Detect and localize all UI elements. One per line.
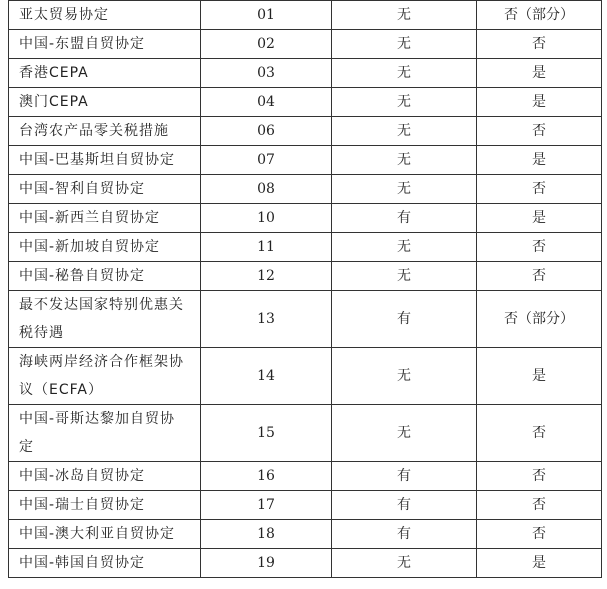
has-value-cell: 无 [332,1,477,30]
full-value-cell: 是 [477,59,602,88]
table-row [9,117,602,146]
agreement-name-cell: 中国-智利自贸协定 [9,175,201,204]
table-body [9,1,602,578]
agreement-name-cell [9,291,201,348]
trade-agreements-table [8,0,602,578]
agreement-code-cell: 03 [201,59,332,88]
agreement-name-cell: 中国-东盟自贸协定 [9,30,201,59]
table-row [9,348,602,405]
full-value-cell: 否 [477,520,602,549]
agreement-code-cell: 04 [201,88,332,117]
agreement-code-cell: 11 [201,233,332,262]
table-row [9,1,602,30]
full-value-cell: 否 [477,462,602,491]
full-value-cell: 否（部分） [477,291,602,348]
table-row [9,262,602,291]
agreement-name-cell: 中国-秘鲁自贸协定 [9,262,201,291]
has-value-cell: 有 [332,491,477,520]
full-value-cell: 否 [477,30,602,59]
table-row [9,549,602,578]
agreement-name-cell: 中国-新加坡自贸协定 [9,233,201,262]
agreement-code-cell: 08 [201,175,332,204]
full-value-cell: 是 [477,88,602,117]
table-row [9,59,602,88]
full-value-cell: 是 [477,549,602,578]
table-row [9,175,602,204]
has-value-cell: 无 [332,88,477,117]
agreement-code-cell: 17 [201,491,332,520]
full-value-cell: 否 [477,117,602,146]
table-row [9,491,602,520]
has-value-cell: 无 [332,262,477,291]
agreement-name-line: 议（ECFA） [19,382,103,398]
full-value-cell: 否 [477,405,602,462]
table-row [9,520,602,549]
full-value-cell: 是 [477,348,602,405]
agreement-code-cell: 10 [201,204,332,233]
agreement-name-cell: 澳门CEPA [9,88,201,117]
table-row [9,462,602,491]
full-value-cell: 否（部分） [477,1,602,30]
has-value-cell: 有 [332,520,477,549]
agreement-name-cell: 中国-冰岛自贸协定 [9,462,201,491]
agreement-code-cell: 19 [201,549,332,578]
agreement-name-line: 海峡两岸经济合作框架协 [19,354,184,370]
agreement-name-cell: 台湾农产品零关税措施 [9,117,201,146]
has-value-cell: 无 [332,348,477,405]
agreement-name-cell: 中国-新西兰自贸协定 [9,204,201,233]
agreement-code-cell: 06 [201,117,332,146]
has-value-cell: 有 [332,204,477,233]
agreement-name-line: 最不发达国家特别优惠关 [19,297,184,313]
has-value-cell: 无 [332,233,477,262]
agreement-name-cell [9,405,201,462]
full-value-cell: 是 [477,204,602,233]
agreement-code-cell: 01 [201,1,332,30]
agreement-code-cell: 15 [201,405,332,462]
agreement-name-cell: 亚太贸易协定 [9,1,201,30]
agreement-code-cell: 14 [201,348,332,405]
full-value-cell: 否 [477,233,602,262]
table-row [9,405,602,462]
agreement-code-cell: 12 [201,262,332,291]
agreement-name-cell [9,348,201,405]
has-value-cell: 无 [332,30,477,59]
has-value-cell: 无 [332,59,477,88]
agreement-name-cell: 中国-韩国自贸协定 [9,549,201,578]
agreement-code-cell: 13 [201,291,332,348]
agreement-name-cell: 中国-瑞士自贸协定 [9,491,201,520]
has-value-cell: 有 [332,462,477,491]
table-row [9,204,602,233]
agreement-name-cell: 香港CEPA [9,59,201,88]
table-row [9,88,602,117]
has-value-cell: 无 [332,117,477,146]
agreement-name-line: 税待遇 [19,325,64,341]
table-row [9,30,602,59]
has-value-cell: 无 [332,175,477,204]
table-row [9,146,602,175]
agreement-code-cell: 02 [201,30,332,59]
has-value-cell: 无 [332,549,477,578]
full-value-cell: 否 [477,262,602,291]
agreement-name-line: 中国-哥斯达黎加自贸协 [19,411,176,427]
table-row [9,233,602,262]
has-value-cell: 有 [332,291,477,348]
table-row [9,291,602,348]
agreement-name-line: 定 [19,439,34,455]
agreement-code-cell: 16 [201,462,332,491]
agreement-code-cell: 18 [201,520,332,549]
agreement-name-cell: 中国-澳大利亚自贸协定 [9,520,201,549]
full-value-cell: 是 [477,146,602,175]
has-value-cell: 无 [332,146,477,175]
full-value-cell: 否 [477,491,602,520]
agreement-name-cell: 中国-巴基斯坦自贸协定 [9,146,201,175]
agreement-code-cell: 07 [201,146,332,175]
full-value-cell: 否 [477,175,602,204]
has-value-cell: 无 [332,405,477,462]
